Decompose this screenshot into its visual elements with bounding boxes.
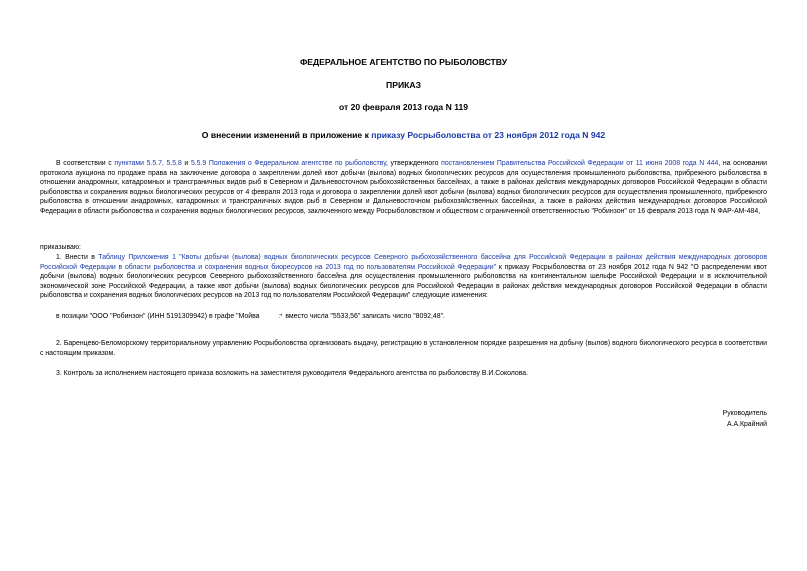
p4-text-a: в позиции "ООО "Робинзон" (ИНН 5191309942) в графе "Мойва (56, 313, 262, 320)
order-word: приказываю: (40, 244, 81, 251)
p1-link-resolution[interactable]: постановлением Правительства Российской Федерации от 11 июня 2008 года N 444 (441, 160, 719, 167)
p1-text-c: , утвержденного (385, 160, 442, 167)
doc-subject (40, 130, 767, 141)
p1-text-b: и (181, 160, 191, 167)
doc-date-number: от 20 февраля 2013 года N 119 (338, 102, 469, 112)
p1-text-a: В соответствии с (56, 160, 115, 167)
item-2-paragraph: 2. Баренцево-Беломорскому территориальному управлению Росрыболовства организовать выдачу, регистрацию в установленном порядке разрешения на добычу (вылов) водного биологического ресурса в соответствии с настоящим приказом. (40, 340, 767, 357)
p1-link-clauses[interactable]: пунктами 5.5.7, 5.5.8 (114, 160, 182, 167)
doc-type-title: ПРИКАЗ (386, 80, 421, 90)
preamble-paragraph (40, 159, 767, 217)
p1-text-d: , на основании протокола аукциона по продаже права на заключение договора о закреплении долей квот добычи (вылова) водных биологических ресурсов для осуществления промышленного рыболовства, прибрежного рыболовства в отношении анадромных, катадромных и трансграничных видов рыб в Северном и Дальневосточном рыбохозяйственных бассейнах, а также в районах действия международных договоров Российской Федерации в области рыболовства и сохранения водных биологических ресурсов от 4 февраля 2013 года и договора о закреплении долей квот добычи (вылова) водных биологических ресурсов для осуществления промышленного, прибрежного рыболовства в отношении анадромных, катадромных и трансграничных видов рыб в Северном и Дальневосточном рыбохозяйственных бассейнах, а также в районах действия международных договоров Российской Федерации в области рыболовства и сохранения водных биологических ресурсов, заключенного между Росрыболовством и обществом с ограниченной ответственностью "Робинзон" от 16 февраля 2013 года N ФАР-АМ-484, (40, 160, 767, 215)
item-1-paragraph (40, 253, 767, 301)
p1-link-regulation[interactable]: 5.5.9 Положения о Федеральном агентстве по рыболовству (190, 160, 386, 167)
p3-text-b: к приказу Росрыболовства от 23 ноября 2012 года N 942 "О распределении квот добычи (вылова) водных биологических ресурсов Северного рыбохозяйственного бассейна для осуществления промышленного рыболовства на континентальном шельфе Российской Федерации и в исключительной экономической зоне Российской Федерации, а также квот добычи (вылова) водных биологических ресурсов для Российской Федерации в районах действия международных договоров Российской Федерации в области рыболовства и сохранения водных биологических ресурсов на 2013 год по пользователям Российской Федерации" (40, 263, 767, 300)
item-3-paragraph: 3. Контроль за исполнением настоящего приказа возложить на заместителя руководителя Федерального агентства по рыболовству В.И.Соколова. (56, 370, 529, 377)
p3-text-a: 1. Внести в (56, 254, 99, 261)
subject-link[interactable]: приказу Росрыболовства от 23 ноября 2012 года N 942 (371, 130, 606, 140)
agency-title: ФЕДЕРАЛЬНОЕ АГЕНТСТВО ПО РЫБОЛОВСТВУ (299, 57, 508, 67)
signature-name: А.А.Крайний (726, 421, 767, 428)
footnote-mark-icon: :* (278, 314, 283, 320)
subject-prefix: О внесении изменений в приложение к (201, 130, 372, 140)
p3-link-table[interactable]: Таблицу Приложения 1 "Квоты добычи (вылова) водных биологических ресурсов Северного рыбохозяйственного бассейна для Российской Федерации в районах действия международных договоров Российской Федерации в области рыболовства и сохранения водных биоресурсов на 2013 год по пользователям Российской Федерации" (40, 254, 767, 271)
p3-text-c: следующие изменения: (410, 292, 488, 300)
p4-text-b: вместо числа "5533,56" записать число "8092,48". (283, 313, 445, 320)
signature-role: Руководитель (722, 410, 767, 417)
amendment-paragraph (40, 312, 767, 323)
